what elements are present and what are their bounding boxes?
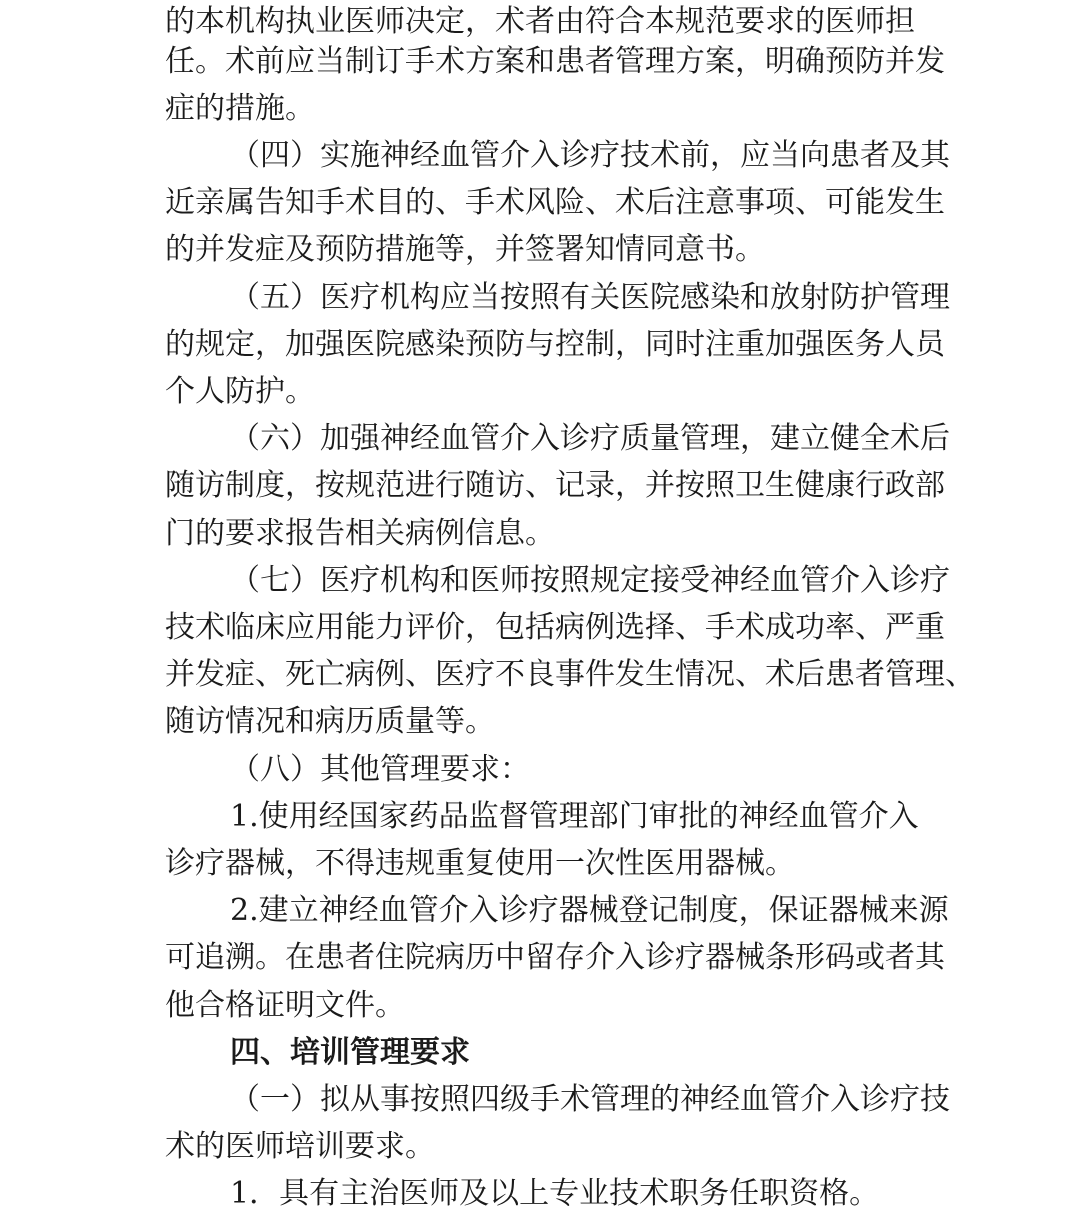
paragraph-line: 1.使用经国家药品监督管理部门审批的神经血管介入 [230, 799, 919, 834]
paragraph-line: 的本机构执业医师决定，术者由符合本规范要求的医师担 [165, 4, 915, 39]
paragraph-line: 他合格证明文件。 [165, 988, 405, 1023]
paragraph-line: 随访制度，按规范进行随访、记录，并按照卫生健康行政部 [165, 468, 945, 503]
paragraph-line: （六）加强神经血管介入诊疗质量管理，建立健全术后 [230, 421, 950, 456]
paragraph-line: 门的要求报告相关病例信息。 [165, 516, 555, 551]
paragraph-line: 可追溯。在患者住院病历中留存介入诊疗器械条形码或者其 [165, 940, 945, 975]
paragraph-line: （八）其他管理要求： [230, 752, 530, 787]
paragraph-line: 术的医师培训要求。 [165, 1129, 435, 1164]
paragraph-line: 并发症、死亡病例、医疗不良事件发生情况、术后患者管理、 [165, 657, 975, 692]
paragraph-line: 2.建立神经血管介入诊疗器械登记制度，保证器械来源 [230, 893, 949, 928]
section-heading: 四、培训管理要求 [230, 1035, 470, 1070]
paragraph-line: （四）实施神经血管介入诊疗技术前，应当向患者及其 [230, 138, 950, 173]
paragraph-line: （七）医疗机构和医师按照规定接受神经血管介入诊疗 [230, 563, 950, 598]
paragraph-line: 的并发症及预防措施等，并签署知情同意书。 [165, 232, 765, 267]
paragraph-line: 症的措施。 [165, 91, 315, 126]
paragraph-line: 诊疗器械，不得违规重复使用一次性医用器械。 [165, 846, 795, 881]
paragraph-line: 个人防护。 [165, 374, 315, 409]
paragraph-line: 近亲属告知手术目的、手术风险、术后注意事项、可能发生 [165, 185, 945, 220]
paragraph-line: （五）医疗机构应当按照有关医院感染和放射防护管理 [230, 280, 950, 315]
paragraph-line: 1．具有主治医师及以上专业技术职务任职资格。 [230, 1176, 880, 1211]
paragraph-line: （一）拟从事按照四级手术管理的神经血管介入诊疗技 [230, 1082, 950, 1117]
paragraph-line: 随访情况和病历质量等。 [165, 704, 495, 739]
paragraph-line: 任。术前应当制订手术方案和患者管理方案，明确预防并发 [165, 44, 945, 79]
paragraph-line: 的规定，加强医院感染预防与控制，同时注重加强医务人员 [165, 327, 945, 362]
paragraph-line: 技术临床应用能力评价，包括病例选择、手术成功率、严重 [165, 610, 945, 645]
